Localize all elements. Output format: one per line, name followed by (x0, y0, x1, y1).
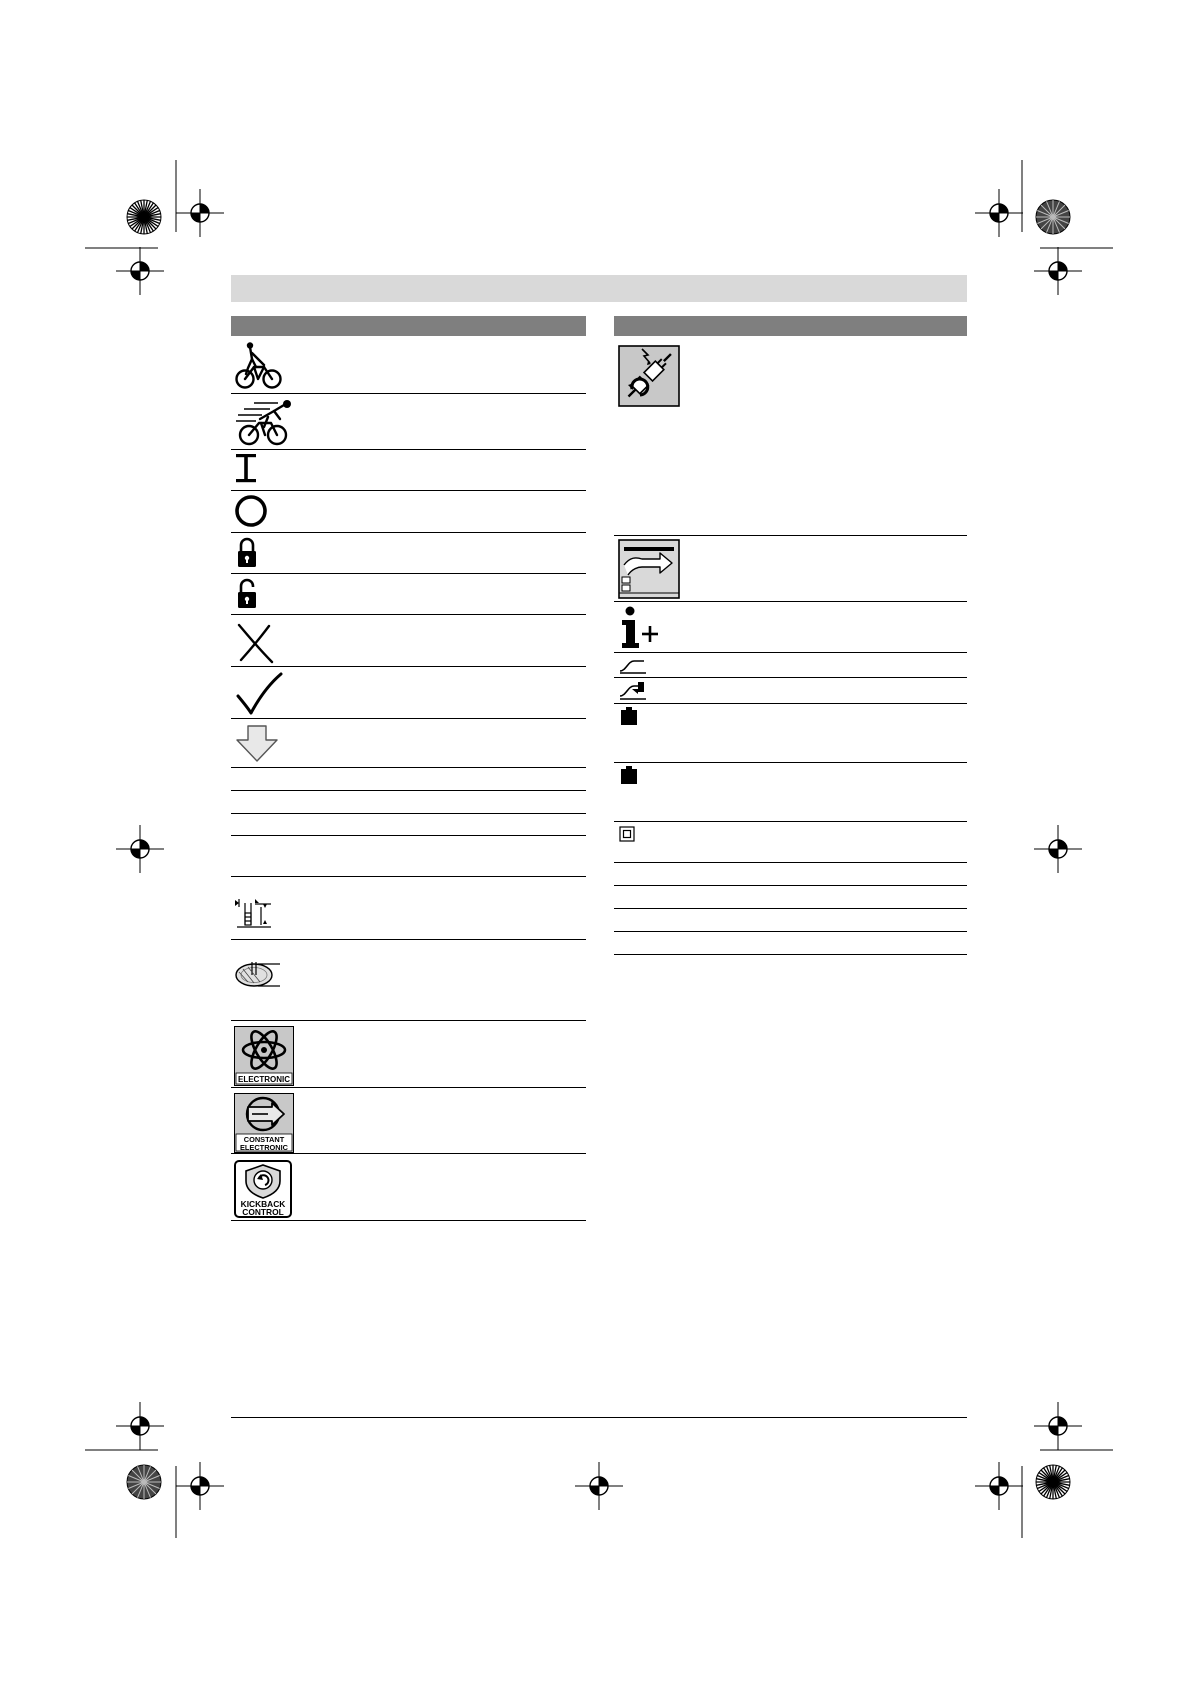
right-column-header (614, 316, 967, 336)
control-label: CONTROL (242, 1207, 284, 1217)
right-row-divider (614, 535, 967, 536)
info-plus-icon (618, 606, 662, 650)
left-row-divider (231, 1020, 586, 1021)
left-column-header (231, 316, 586, 336)
right-row-divider (614, 821, 967, 822)
accessory-icon (618, 539, 680, 599)
right-row-divider (614, 762, 967, 763)
left-row-divider (231, 490, 586, 491)
constant-electronic-icon (234, 1093, 294, 1153)
left-row-divider (231, 393, 586, 394)
constant-label: CONSTANT (243, 1135, 285, 1144)
left-row-divider (231, 614, 586, 615)
protection-class-icon (619, 826, 635, 842)
right-row-divider (614, 601, 967, 602)
lock-closed-icon (237, 537, 257, 569)
weight-heavy-icon (620, 766, 640, 786)
right-row-divider (614, 703, 967, 704)
electronic-label: ELECTRONIC (239, 1143, 289, 1152)
on-switch-icon (236, 454, 258, 484)
left-row-divider (231, 1087, 586, 1088)
blade-diameter-icon (234, 956, 284, 990)
kickback-control-icon (234, 1160, 294, 1218)
left-row-divider (231, 1153, 586, 1154)
kickback-label: KICKBACK (240, 1199, 286, 1209)
left-row-divider (231, 790, 586, 791)
right-row-divider (614, 931, 967, 932)
left-row-divider (231, 813, 586, 814)
unplug-icon (618, 345, 680, 407)
check-icon (236, 672, 284, 716)
footer-rule (231, 1417, 967, 1418)
left-row-divider (231, 718, 586, 719)
weight-light-icon (620, 707, 640, 727)
left-row-divider (231, 1220, 586, 1221)
electronic-label: ELECTRONIC (238, 1075, 290, 1084)
cross-icon (236, 622, 276, 664)
down-arrow-icon (236, 724, 280, 764)
right-row-divider (614, 908, 967, 909)
right-row-divider (614, 677, 967, 678)
cutting-depth-icon (235, 895, 275, 935)
heavy-duty-icon (618, 680, 648, 702)
left-row-divider (231, 532, 586, 533)
header-bar (231, 275, 967, 302)
left-row-divider (231, 449, 586, 450)
right-row-divider (614, 862, 967, 863)
right-row-divider (614, 885, 967, 886)
off-switch-icon (234, 494, 268, 528)
right-row-divider (614, 954, 967, 955)
left-row-divider (231, 939, 586, 940)
cyclist-walking-icon (234, 342, 284, 390)
left-row-divider (231, 573, 586, 574)
light-duty-icon (618, 655, 648, 675)
right-row-divider (614, 652, 967, 653)
left-row-divider (231, 767, 586, 768)
left-row-divider (231, 666, 586, 667)
lock-open-icon (237, 578, 259, 610)
cyclist-fast-icon (234, 397, 304, 447)
left-row-divider (231, 876, 586, 877)
electronic-icon (234, 1026, 294, 1086)
left-row-divider (231, 835, 586, 836)
